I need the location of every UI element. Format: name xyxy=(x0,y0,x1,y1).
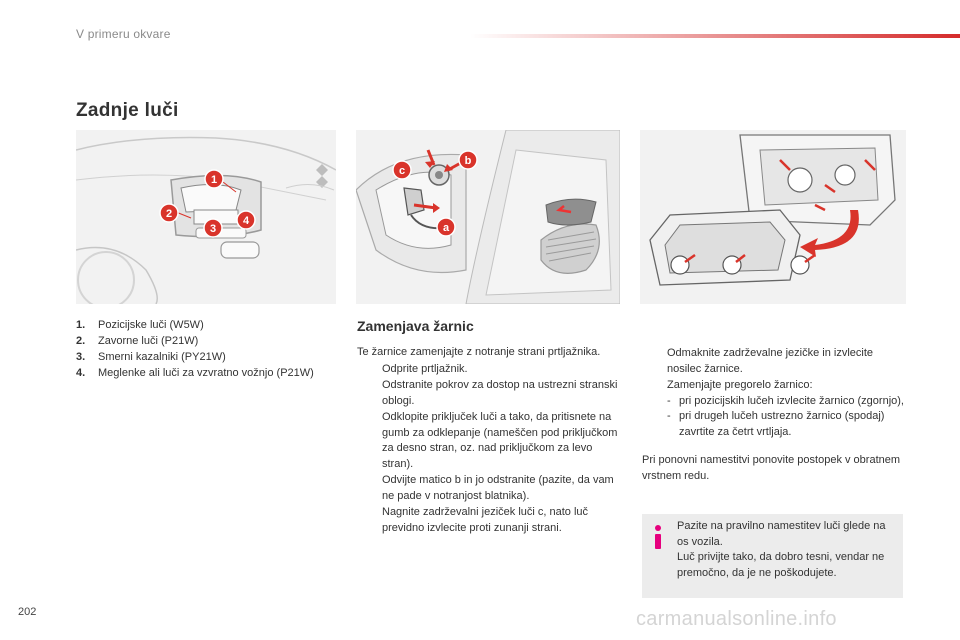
legend-number: 1. xyxy=(76,319,86,331)
sub-step-dash: - xyxy=(667,394,671,407)
step-text: Odmaknite zadrževalne jezičke in izvlecite nosilec žarnice. xyxy=(667,347,874,375)
sub-step xyxy=(642,409,906,440)
note-line-1: Pazite na pravilno namestitev luči glede na os vozila. xyxy=(677,520,886,548)
replacement-title: Zamenjava žarnic xyxy=(357,318,474,334)
svg-text:3: 3 xyxy=(209,223,217,235)
legend-text: Zavorne luči (P21W) xyxy=(98,335,199,347)
step-bullet xyxy=(642,378,667,394)
legend-text: Meglenke ali luči za vzvratno vožnjo (P21W) xyxy=(98,367,314,379)
sub-step-text: pri pozicijskih lučeh izvlecite žarnico (zgornjo), xyxy=(679,394,904,407)
procedure-step xyxy=(642,378,906,394)
watermark: carmanualsonline.info xyxy=(636,608,837,630)
callout-1 xyxy=(205,170,223,188)
callout-c xyxy=(393,161,411,179)
step-bullet xyxy=(642,346,667,377)
svg-text:a: a xyxy=(442,222,450,234)
boot-access-figure xyxy=(356,130,620,304)
rear-lamp-figure xyxy=(76,130,336,304)
step-bullet xyxy=(357,362,382,378)
callout-2 xyxy=(160,204,178,222)
page-number: 202 xyxy=(18,606,37,618)
procedure-step xyxy=(357,505,625,536)
legend-item xyxy=(76,350,336,365)
legend-item xyxy=(76,318,336,333)
callout-4 xyxy=(237,211,255,229)
procedure-step xyxy=(357,378,625,409)
procedure-intro: Te žarnice zamenjajte z notranje strani prtljažnika. xyxy=(357,346,601,358)
legend-number: 2. xyxy=(76,335,86,347)
procedure-step xyxy=(642,346,906,377)
step-bullet xyxy=(357,473,382,504)
step-text: Zamenjajte pregorelo žarnico: xyxy=(667,379,813,391)
bulb-legend xyxy=(76,318,336,382)
step-bullet xyxy=(357,378,382,409)
callout-3 xyxy=(204,219,222,237)
svg-text:1: 1 xyxy=(210,174,218,186)
procedure-step xyxy=(357,473,625,504)
legend-number: 4. xyxy=(76,367,86,379)
procedure-column-left xyxy=(357,345,625,536)
chapter-title: V primeru okvare xyxy=(76,27,171,41)
closing-text: Pri ponovni namestitvi ponovite postopek v obratnem vrstnem redu. xyxy=(642,454,901,482)
sub-step-text: pri drugeh lučeh ustrezno žarnico (spodaj) zavrtite za četrt vrtljaja. xyxy=(679,410,885,438)
legend-number: 3. xyxy=(76,351,86,363)
note-text xyxy=(677,519,899,581)
step-text: Odstranite pokrov za dostop na ustrezni stranski oblogi. xyxy=(382,379,618,407)
step-text: Odvijte matico b in jo odstranite (pazite, da vam ne pade v notranjost blatnika). xyxy=(382,474,614,502)
bulb-holder-figure xyxy=(640,130,906,304)
svg-text:2: 2 xyxy=(165,208,173,220)
procedure-step xyxy=(357,362,625,378)
legend-text: Pozicijske luči (W5W) xyxy=(98,319,204,331)
step-text: Odprite prtljažnik. xyxy=(382,362,468,375)
callout-b xyxy=(459,151,477,169)
info-icon xyxy=(650,524,666,550)
legend-item xyxy=(76,366,336,381)
procedure-column-right xyxy=(642,345,906,484)
info-note xyxy=(642,514,903,598)
svg-text:4: 4 xyxy=(242,215,250,227)
svg-text:c: c xyxy=(398,165,406,177)
callout-a xyxy=(437,218,455,236)
legend-item xyxy=(76,334,336,349)
step-text: Odklopite priključek luči a tako, da pritisnete na gumb za odklepanje (nameščen pod priključkom za desno stran, oz. nad priključkom za levo stran). xyxy=(382,411,618,470)
sub-step-dash: - xyxy=(667,410,671,422)
step-text: Nagnite zadrževalni jeziček luči c, nato luč previdno izvlecite proti zunanji strani. xyxy=(382,506,589,534)
legend-text: Smerni kazalniki (PY21W) xyxy=(98,351,226,363)
procedure-step xyxy=(357,410,625,472)
step-bullet xyxy=(357,410,382,472)
header-accent-line xyxy=(470,34,960,38)
note-line-2: Luč privijte tako, da dobro tesni, vendar ne premočno, da je ne poškodujete. xyxy=(677,551,885,579)
section-title: Zadnje luči xyxy=(76,100,179,121)
step-bullet xyxy=(357,505,382,536)
svg-text:b: b xyxy=(464,155,472,167)
sub-step xyxy=(642,394,906,410)
